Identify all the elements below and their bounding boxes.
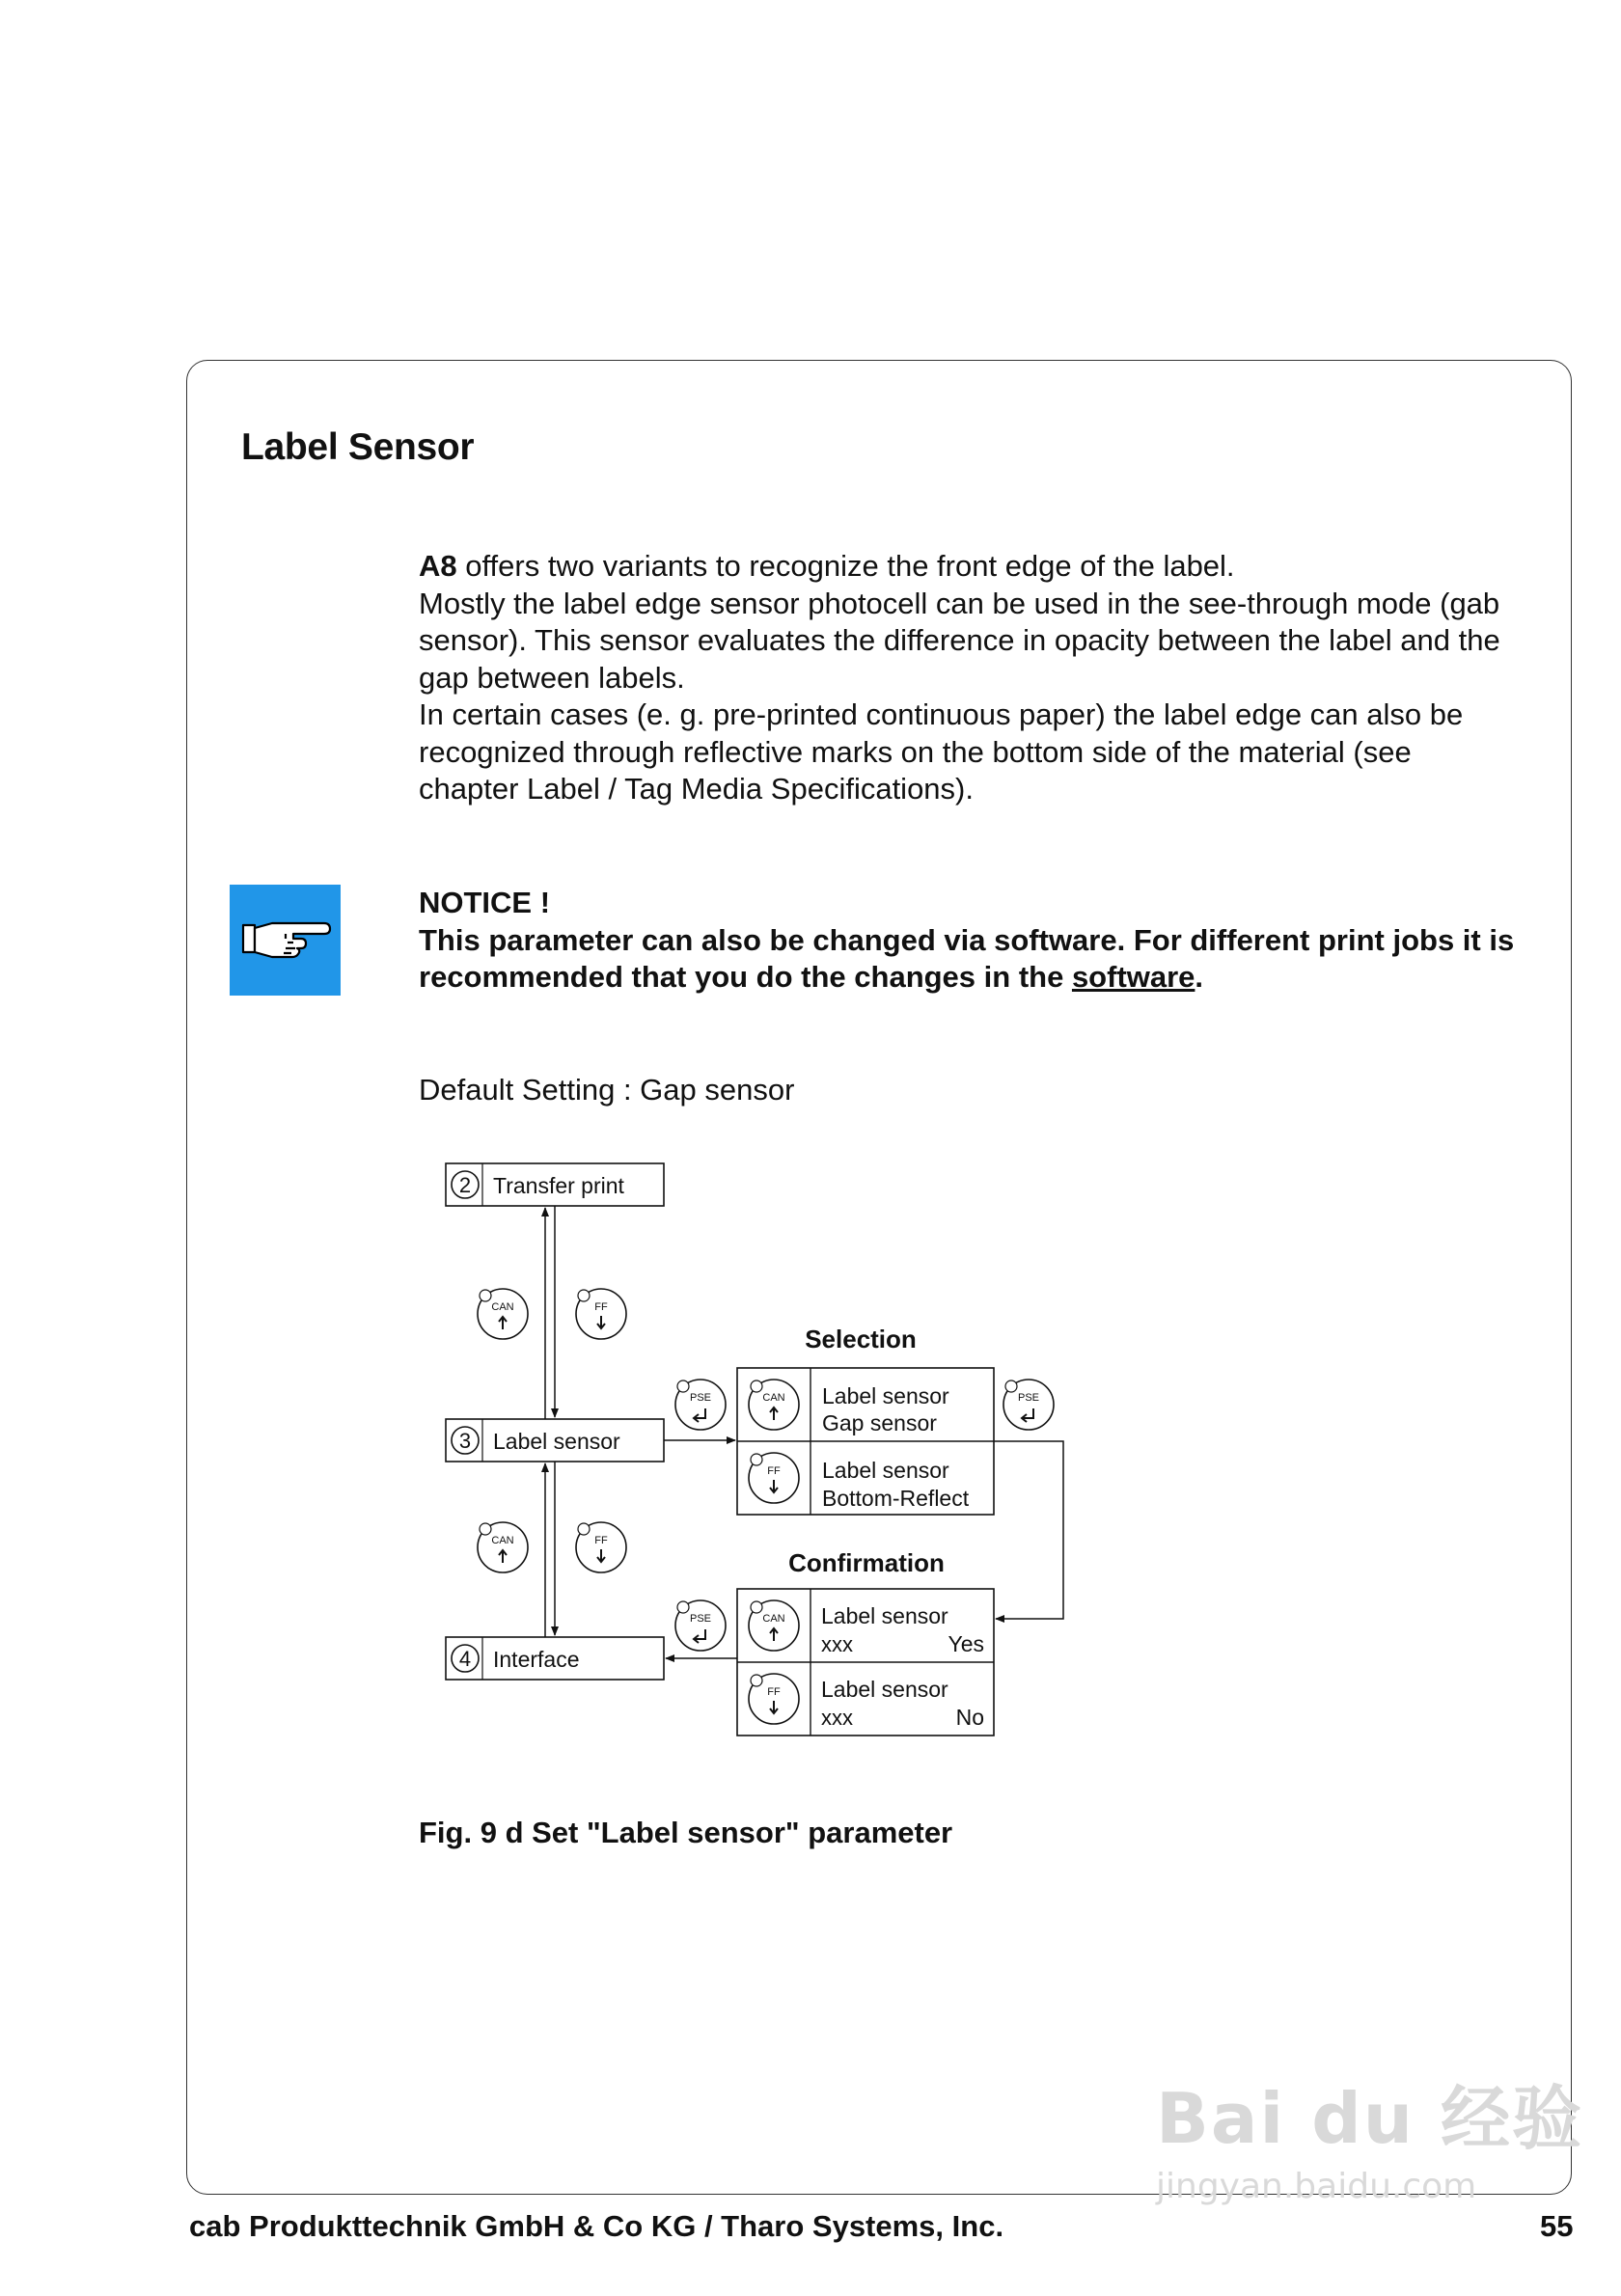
software-link[interactable]: software — [1071, 960, 1195, 994]
intro-line-1: A8 offers two variants to recognize the front edge of the label. — [419, 549, 1235, 583]
section-title: Label Sensor — [241, 426, 475, 468]
footer-company: cab Produkttechnik GmbH & Co KG / Tharo Systems, Inc. — [189, 2209, 1004, 2243]
pse-key-icon — [675, 1600, 726, 1651]
menu-number: 2 — [458, 1173, 472, 1197]
key-label: PSE — [1017, 1392, 1040, 1404]
figure-caption: Fig. 9 d Set "Label sensor" parameter — [419, 1816, 953, 1849]
baidu-watermark — [1156, 2063, 1583, 2206]
menu-item-label-sensor — [446, 1419, 664, 1462]
intro-line-2: Mostly the label edge sensor photocell can be used in the see-through mode (gab sensor). This sensor evaluates the difference in opacity between the label and the gap between labels. — [419, 586, 1500, 695]
selection-option-line2: Bottom-Reflect — [822, 1486, 970, 1511]
can-key-icon — [478, 1289, 528, 1339]
selection-heading: Selection — [805, 1325, 917, 1353]
menu-item-transfer-print — [446, 1163, 664, 1206]
key-label: CAN — [762, 1613, 785, 1625]
menu-label: Label sensor — [493, 1429, 620, 1454]
key-label: FF — [767, 1465, 781, 1477]
notice-body: This parameter can also be changed via software. For different print jobs it is recommended that you do the changes in the software. — [419, 922, 1515, 994]
notice-heading: NOTICE ! — [419, 886, 551, 919]
can-key-icon — [749, 1380, 799, 1430]
key-label: PSE — [689, 1392, 712, 1404]
menu-item-interface — [446, 1637, 664, 1680]
confirmation-option-line1: Label sensor — [821, 1603, 948, 1628]
menu-number: 3 — [458, 1429, 472, 1453]
menu-label: Interface — [493, 1647, 580, 1672]
ff-key-icon — [749, 1674, 799, 1724]
model-name: A8 — [419, 549, 457, 583]
ff-key-icon — [749, 1453, 799, 1503]
key-label: CAN — [491, 1535, 514, 1546]
key-label: PSE — [689, 1613, 712, 1625]
key-label: FF — [594, 1301, 608, 1313]
selection-option-line1: Label sensor — [822, 1383, 949, 1408]
selection-option-line1: Label sensor — [822, 1458, 949, 1483]
key-label: FF — [594, 1535, 608, 1546]
watermark-brand: Bai du 经验 — [1156, 2078, 1584, 2159]
pse-key-icon — [675, 1380, 726, 1430]
confirmation-option-value: xxx — [821, 1706, 853, 1730]
can-key-icon — [478, 1522, 528, 1572]
default-setting: Default Setting : Gap sensor — [419, 1073, 795, 1107]
can-key-icon — [749, 1600, 799, 1651]
menu-number: 4 — [458, 1647, 472, 1671]
page-number: 55 — [1540, 2209, 1574, 2243]
watermark-url: jingyan.baidu.com — [1156, 2167, 1477, 2206]
confirmation-option-value: xxx — [821, 1632, 853, 1656]
confirmation-option-line1: Label sensor — [821, 1677, 948, 1702]
intro-line-3: In certain cases (e. g. pre-printed continuous paper) the label edge can also be recognized through reflective marks on the bottom side of the material (see chapter Label / Tag Media Specifications). — [419, 697, 1464, 806]
ff-key-icon — [576, 1522, 626, 1572]
key-label: FF — [767, 1686, 781, 1698]
key-label: CAN — [762, 1392, 785, 1404]
pse-key-icon — [1003, 1380, 1054, 1430]
selection-option-line2: Gap sensor — [822, 1410, 937, 1435]
confirmation-heading: Confirmation — [788, 1548, 945, 1577]
confirmation-option-answer: No — [955, 1705, 984, 1730]
menu-label: Transfer print — [493, 1173, 624, 1198]
key-label: CAN — [491, 1301, 514, 1313]
confirmation-option-answer: Yes — [948, 1631, 984, 1656]
ff-key-icon — [576, 1289, 626, 1339]
